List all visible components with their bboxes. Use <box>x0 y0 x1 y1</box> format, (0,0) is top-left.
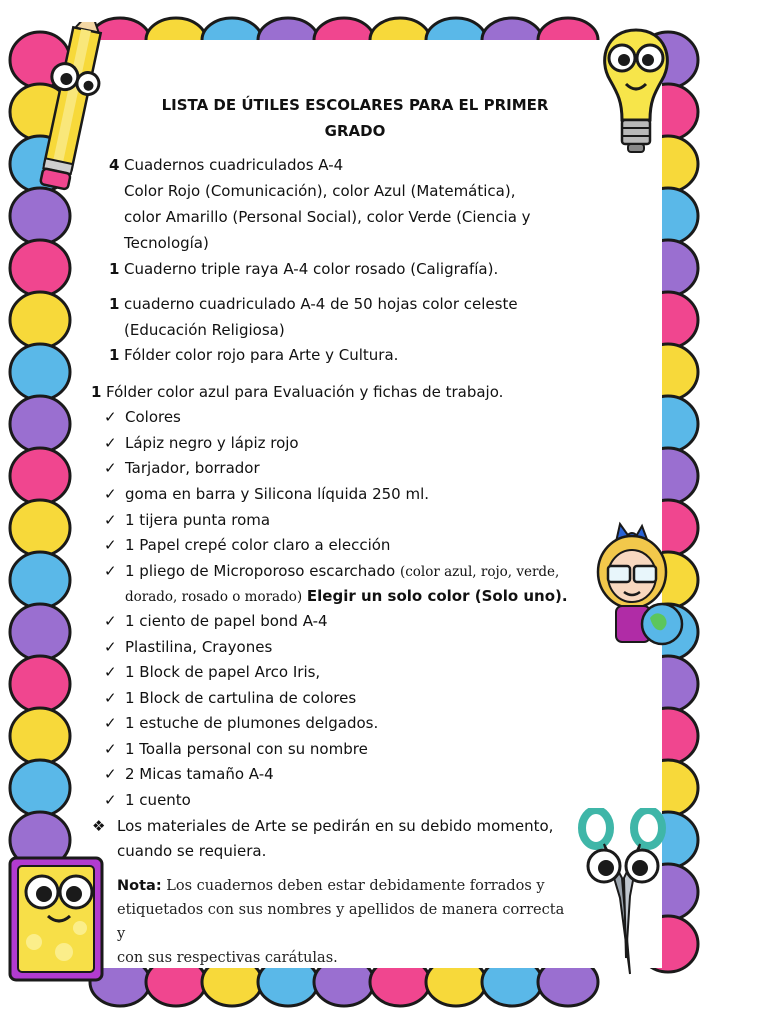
checkmark-icon: ✓ <box>104 485 117 503</box>
checkmark-icon: ✓ <box>104 791 117 809</box>
note-text: etiquetados con sus nombres y apellidos de manera correcta y <box>117 902 565 942</box>
checkmark-icon: ✓ <box>104 714 117 732</box>
item-text-continued: Color Rojo (Comunicación), color Azul (Matemática), <box>124 182 516 200</box>
item-text: Fólder color azul para Evaluación y fichas de trabajo. <box>106 383 504 401</box>
page-title <box>140 92 570 144</box>
item-text-continued: (Educación Religiosa) <box>124 321 285 339</box>
item-text: Cuadernos cuadriculados A-4 <box>124 156 344 174</box>
checklist-item: 1 Papel crepé color claro a elección <box>125 536 391 554</box>
checkmark-icon: ✓ <box>104 765 117 783</box>
note-paragraph <box>117 874 572 970</box>
book-character-icon <box>4 848 108 988</box>
checklist-item: Lápiz negro y lápiz rojo <box>125 434 299 452</box>
note-text: con sus respectivas carátulas. <box>117 950 338 966</box>
checklist-item: 1 Block de papel Arco Iris, <box>125 663 321 681</box>
item-text: Cuaderno triple raya A-4 color rosado (Caligrafía). <box>124 260 499 278</box>
checklist-item: Plastilina, Crayones <box>125 638 273 656</box>
checklist-item: Colores <box>125 408 181 426</box>
border-scallop <box>10 240 70 296</box>
item-qty: 1 <box>91 383 102 401</box>
border-scallop <box>10 708 70 764</box>
checklist-item: 1 cuento <box>125 791 191 809</box>
item-text-continued: color Amarillo (Personal Social), color Verde (Ciencia y <box>124 208 531 226</box>
checkmark-icon: ✓ <box>104 434 117 452</box>
border-scallop <box>10 760 70 816</box>
materials-note-line: cuando se requiera. <box>117 842 267 860</box>
checklist-item-continued <box>125 584 568 610</box>
checklist-item: 1 ciento de papel bond A-4 <box>125 612 328 630</box>
item-qty: 4 <box>109 156 120 174</box>
border-scallop <box>10 656 70 712</box>
checklist-item: Tarjador, borrador <box>125 459 260 477</box>
checkmark-icon: ✓ <box>104 562 117 580</box>
checklist-item: goma en barra y Silicona líquida 250 ml. <box>125 485 430 503</box>
border-scallop <box>10 448 70 504</box>
note-text: Los cuadernos deben estar debidamente forrados y <box>161 878 545 894</box>
checkmark-icon: ✓ <box>104 663 117 681</box>
girl-with-globe-icon <box>590 520 686 648</box>
item-text-continued: Tecnología) <box>124 234 209 252</box>
scissors-character-icon <box>574 808 674 984</box>
checkmark-icon: ✓ <box>104 612 117 630</box>
checkmark-icon: ✓ <box>104 689 117 707</box>
title-line-1: LISTA DE ÚTILES ESCOLARES PARA EL PRIMER <box>161 96 549 114</box>
item-text: cuaderno cuadriculado A-4 de 50 hojas color celeste <box>124 295 518 313</box>
checkmark-icon: ✓ <box>104 536 117 554</box>
item-qty: 1 <box>109 346 120 364</box>
checklist-item: 1 Toalla personal con su nombre <box>125 740 368 758</box>
materials-note-line: Los materiales de Arte se pedirán en su debido momento, <box>117 817 554 835</box>
checkmark-icon: ✓ <box>104 638 117 656</box>
diamond-bullet-icon: ❖ <box>92 817 106 835</box>
pencil-character-icon <box>28 22 108 198</box>
lightbulb-character-icon <box>592 24 680 166</box>
checklist-item: 2 Micas tamaño A-4 <box>125 765 274 783</box>
border-scallop <box>10 500 70 556</box>
border-scallop <box>10 344 70 400</box>
checklist-item: 1 estuche de plumones delgados. <box>125 714 379 732</box>
checkmark-icon: ✓ <box>104 408 117 426</box>
border-scallop <box>10 552 70 608</box>
border-scallop <box>10 604 70 660</box>
border-scallop <box>10 396 70 452</box>
title-line-2: GRADO <box>324 122 386 140</box>
checklist-item: 1 tijera punta roma <box>125 511 271 529</box>
checkmark-icon: ✓ <box>104 459 117 477</box>
color-options-continued: dorado, rosado o morado) <box>125 589 303 605</box>
choose-one-color-note: Elegir un solo color (Solo uno). <box>306 587 568 605</box>
checklist-item <box>125 559 559 585</box>
checkmark-icon: ✓ <box>104 511 117 529</box>
note-label: Nota: <box>117 878 162 894</box>
checklist-item: 1 Block de cartulina de colores <box>125 689 357 707</box>
color-options: (color azul, rojo, verde, <box>399 564 560 580</box>
item-qty: 1 <box>109 295 120 313</box>
item-text: Fólder color rojo para Arte y Cultura. <box>124 346 399 364</box>
item-qty: 1 <box>109 260 120 278</box>
border-scallop <box>10 292 70 348</box>
checklist-item-text: 1 pliego de Microporoso escarchado <box>125 562 400 580</box>
checkmark-icon: ✓ <box>104 740 117 758</box>
